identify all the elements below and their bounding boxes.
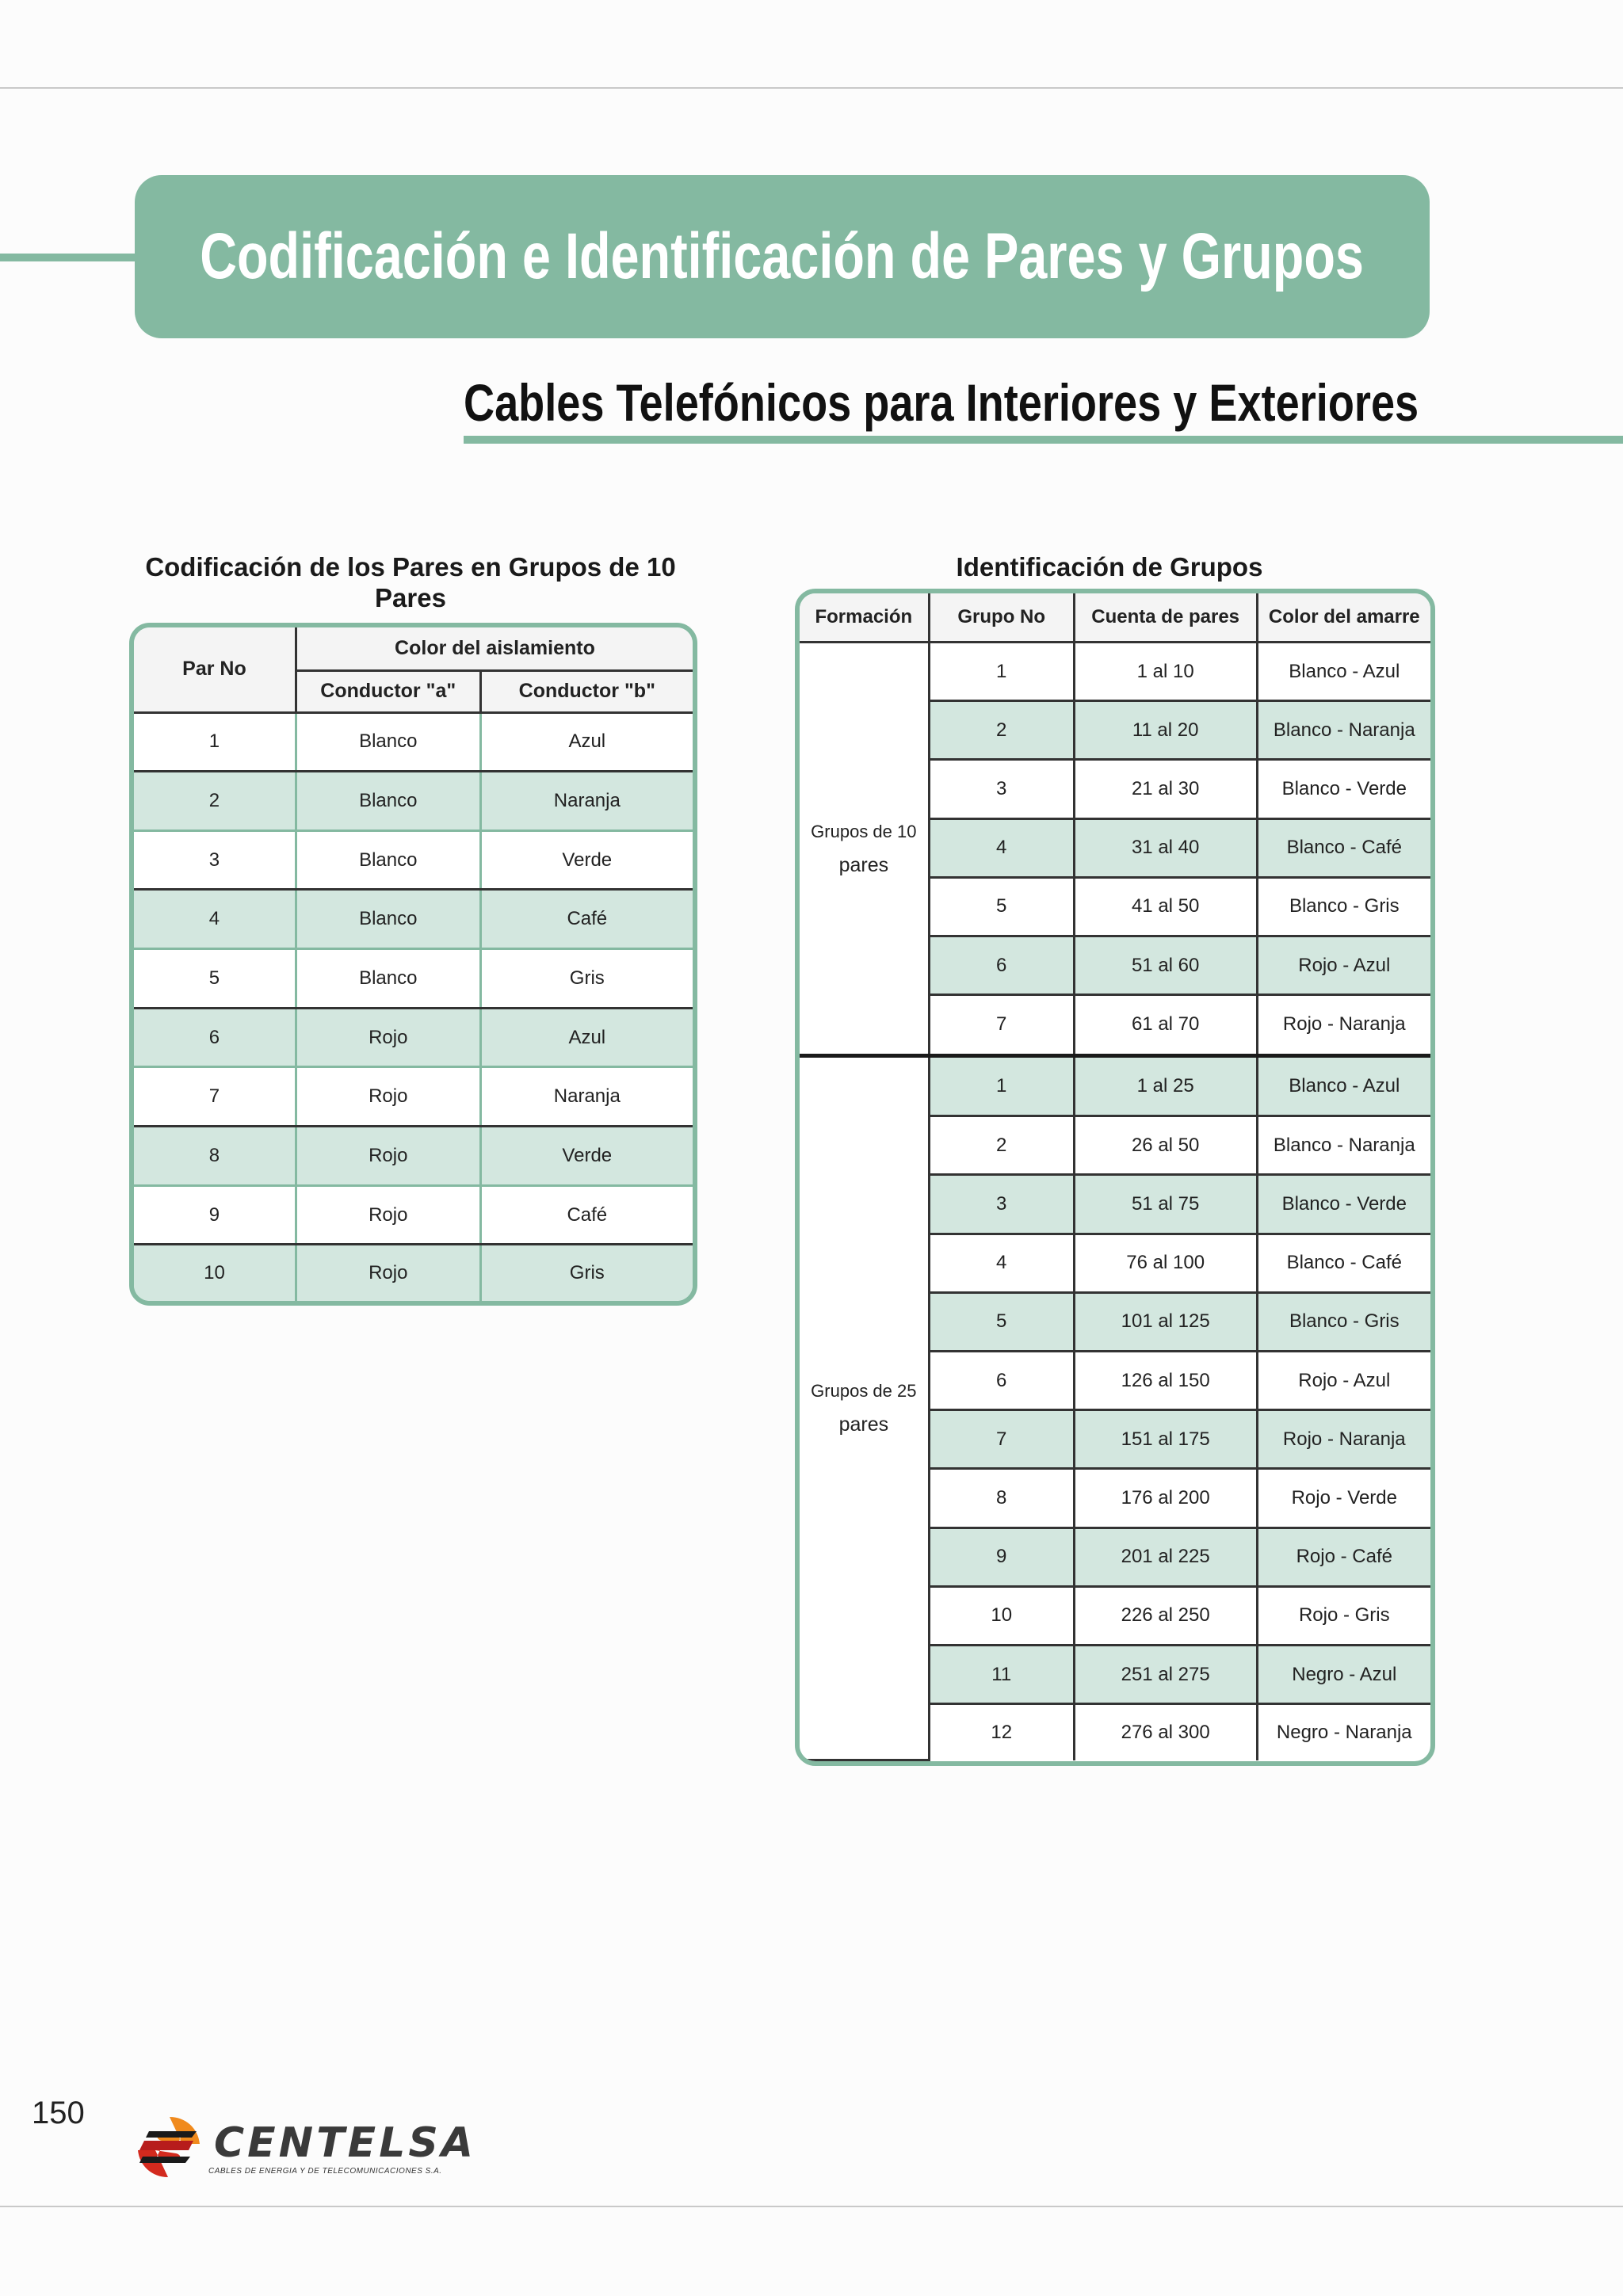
cell-formacion-group25 — [800, 1055, 929, 1760]
cell-conductor-b: Naranja — [480, 772, 693, 831]
cell-grupo-no: 2 — [929, 701, 1074, 760]
cell-conductor-a: Blanco — [296, 830, 480, 890]
cell-conductor-a: Rojo — [296, 1067, 480, 1127]
cell-conductor-b: Café — [480, 890, 693, 949]
subtitle-underline — [464, 436, 1623, 444]
table-row — [134, 1185, 693, 1245]
cell-grupo-no: 11 — [929, 1645, 1074, 1703]
cell-color-amarre: Rojo - Azul — [1257, 1352, 1430, 1410]
cell-color-amarre: Rojo - Verde — [1257, 1469, 1430, 1527]
cell-grupo-no: 1 — [929, 643, 1074, 701]
cell-cuenta-pares: 41 al 50 — [1074, 877, 1257, 936]
page-number: 150 — [32, 2096, 85, 2130]
cell-par-no: 9 — [134, 1185, 296, 1245]
table-row — [134, 1245, 693, 1301]
col-header-color: Color del aislamiento — [296, 627, 693, 670]
cell-grupo-no: 6 — [929, 1352, 1074, 1410]
formacion-label-pares: pares — [838, 1413, 889, 1436]
cell-grupo-no: 5 — [929, 877, 1074, 936]
cell-grupo-no: 3 — [929, 1175, 1074, 1234]
col-header-cuenta: Cuenta de pares — [1074, 593, 1257, 643]
cell-color-amarre: Blanco - Azul — [1257, 643, 1430, 701]
cell-color-amarre: Blanco - Gris — [1257, 877, 1430, 936]
formacion-label: Grupos de 25 — [811, 1381, 917, 1402]
subtitle-block — [464, 372, 1623, 444]
cell-cuenta-pares: 51 al 75 — [1074, 1175, 1257, 1234]
cell-grupo-no: 2 — [929, 1116, 1074, 1175]
cell-color-amarre: Rojo - Gris — [1257, 1586, 1430, 1645]
cell-color-amarre: Blanco - Naranja — [1257, 701, 1430, 760]
title-accent-line — [0, 254, 139, 261]
cell-conductor-b: Azul — [480, 712, 693, 772]
cell-conductor-b: Café — [480, 1185, 693, 1245]
col-header-conductor-a: Conductor "a" — [296, 670, 480, 712]
cell-grupo-no: 6 — [929, 936, 1074, 994]
cell-par-no: 2 — [134, 772, 296, 831]
cell-par-no: 10 — [134, 1245, 296, 1301]
cell-grupo-no: 10 — [929, 1586, 1074, 1645]
cell-grupo-no: 7 — [929, 1410, 1074, 1469]
table-row — [800, 643, 1430, 701]
cell-conductor-b: Verde — [480, 1127, 693, 1186]
cell-grupo-no: 4 — [929, 818, 1074, 877]
col-header-conductor-b: Conductor "b" — [480, 670, 693, 712]
cell-color-amarre: Blanco - Azul — [1257, 1055, 1430, 1116]
cell-color-amarre: Blanco - Verde — [1257, 760, 1430, 818]
cell-cuenta-pares: 11 al 20 — [1074, 701, 1257, 760]
table-row — [800, 1055, 1430, 1116]
cell-cuenta-pares: 126 al 150 — [1074, 1352, 1257, 1410]
cell-cuenta-pares: 76 al 100 — [1074, 1234, 1257, 1292]
cell-grupo-no: 4 — [929, 1234, 1074, 1292]
cell-cuenta-pares: 226 al 250 — [1074, 1586, 1257, 1645]
cell-cuenta-pares: 21 al 30 — [1074, 760, 1257, 818]
table-row — [134, 772, 693, 831]
cell-conductor-a: Blanco — [296, 712, 480, 772]
col-header-formacion: Formación — [800, 593, 929, 643]
cell-conductor-a: Rojo — [296, 1245, 480, 1301]
cell-conductor-b: Gris — [480, 1245, 693, 1301]
cell-par-no: 5 — [134, 949, 296, 1009]
cell-cuenta-pares: 1 al 25 — [1074, 1055, 1257, 1116]
col-header-par: Par No — [134, 627, 296, 712]
group-identification-table — [795, 589, 1435, 1766]
cell-color-amarre: Rojo - Azul — [1257, 936, 1430, 994]
cell-color-amarre: Blanco - Verde — [1257, 1175, 1430, 1234]
cell-conductor-a: Rojo — [296, 1127, 480, 1186]
table-row — [134, 830, 693, 890]
table2-caption: Identificación de Grupos — [956, 552, 1263, 582]
title-banner — [135, 175, 1430, 338]
cell-conductor-b: Naranja — [480, 1067, 693, 1127]
cell-grupo-no: 9 — [929, 1527, 1074, 1586]
cell-color-amarre: Blanco - Café — [1257, 1234, 1430, 1292]
formacion-label: Grupos de 10 — [811, 821, 917, 841]
cell-grupo-no: 8 — [929, 1469, 1074, 1527]
cell-color-amarre: Negro - Naranja — [1276, 1721, 1412, 1743]
cell-par-no: 8 — [134, 1127, 296, 1186]
cell-color-amarre: Blanco - Gris — [1257, 1292, 1430, 1351]
cell-color-amarre: Negro - Azul — [1257, 1645, 1430, 1703]
cell-conductor-b: Verde — [480, 830, 693, 890]
top-rule — [0, 87, 1623, 89]
cell-conductor-a: Rojo — [296, 1008, 480, 1067]
cell-conductor-b: Gris — [480, 949, 693, 1009]
cell-par-no: 4 — [134, 890, 296, 949]
table-row — [134, 712, 693, 772]
table-row — [134, 949, 693, 1009]
cell-par-no: 1 — [134, 712, 296, 772]
cell-cuenta-pares: 151 al 175 — [1074, 1410, 1257, 1469]
cell-color-amarre: Rojo - Café — [1257, 1527, 1430, 1586]
cell-conductor-a: Blanco — [296, 772, 480, 831]
page-title: Codificación e Identificación de Pares y Grupos — [200, 220, 1365, 292]
logo-wordmark: CENTELSA — [214, 2119, 477, 2167]
table1-caption: Codificación de los Pares en Grupos de 10 Pares — [145, 552, 676, 612]
cell-par-no: 6 — [134, 1008, 296, 1067]
cell-color-amarre: Blanco - Café — [1257, 818, 1430, 877]
cell-color-amarre: Blanco - Naranja — [1257, 1116, 1430, 1175]
table-row — [134, 1008, 693, 1067]
cell-conductor-b: Azul — [480, 1008, 693, 1067]
cell-cuenta-pares: 61 al 70 — [1074, 995, 1257, 1056]
pair-coding-table — [129, 623, 697, 1306]
logo-tagline: CABLES DE ENERGIA Y DE TELECOMUNICACIONES S.A. — [208, 2167, 442, 2176]
cell-par-no: 3 — [134, 830, 296, 890]
table-row — [134, 1067, 693, 1127]
col-header-color-amarre: Color del amarre — [1257, 593, 1430, 643]
cell-cuenta-pares: 51 al 60 — [1074, 936, 1257, 994]
cell-grupo-no: 1 — [929, 1055, 1074, 1116]
table-row — [134, 1127, 693, 1186]
cell-grupo-no: 12 — [929, 1704, 1074, 1760]
cell-cuenta-pares: 31 al 40 — [1074, 818, 1257, 877]
cell-cuenta-pares: 201 al 225 — [1074, 1527, 1257, 1586]
cell-formacion-group10 — [800, 643, 929, 1056]
bottom-rule — [0, 2206, 1623, 2207]
cell-par-no: 7 — [134, 1067, 296, 1127]
cell-color-amarre: Rojo - Naranja — [1257, 995, 1430, 1056]
cell-grupo-no: 3 — [929, 760, 1074, 818]
col-header-grupo: Grupo No — [929, 593, 1074, 643]
cell-conductor-a: Blanco — [296, 890, 480, 949]
cell-cuenta-pares: 26 al 50 — [1074, 1116, 1257, 1175]
cell-conductor-a: Blanco — [296, 949, 480, 1009]
cell-cuenta-pares: 251 al 275 — [1074, 1645, 1257, 1703]
cell-cuenta-pares: 176 al 200 — [1074, 1469, 1257, 1527]
cell-color-amarre: Rojo - Naranja — [1257, 1410, 1430, 1469]
table-row — [134, 890, 693, 949]
cell-conductor-a: Rojo — [296, 1185, 480, 1245]
cell-grupo-no: 5 — [929, 1292, 1074, 1351]
cell-grupo-no: 7 — [929, 995, 1074, 1056]
formacion-label-pares: pares — [838, 853, 889, 876]
cell-cuenta-pares: 276 al 300 — [1074, 1704, 1257, 1760]
cell-cuenta-pares: 101 al 125 — [1074, 1292, 1257, 1351]
cell-cuenta-pares: 1 al 10 — [1074, 643, 1257, 701]
page-subtitle: Cables Telefónicos para Interiores y Exteriores — [464, 373, 1419, 432]
